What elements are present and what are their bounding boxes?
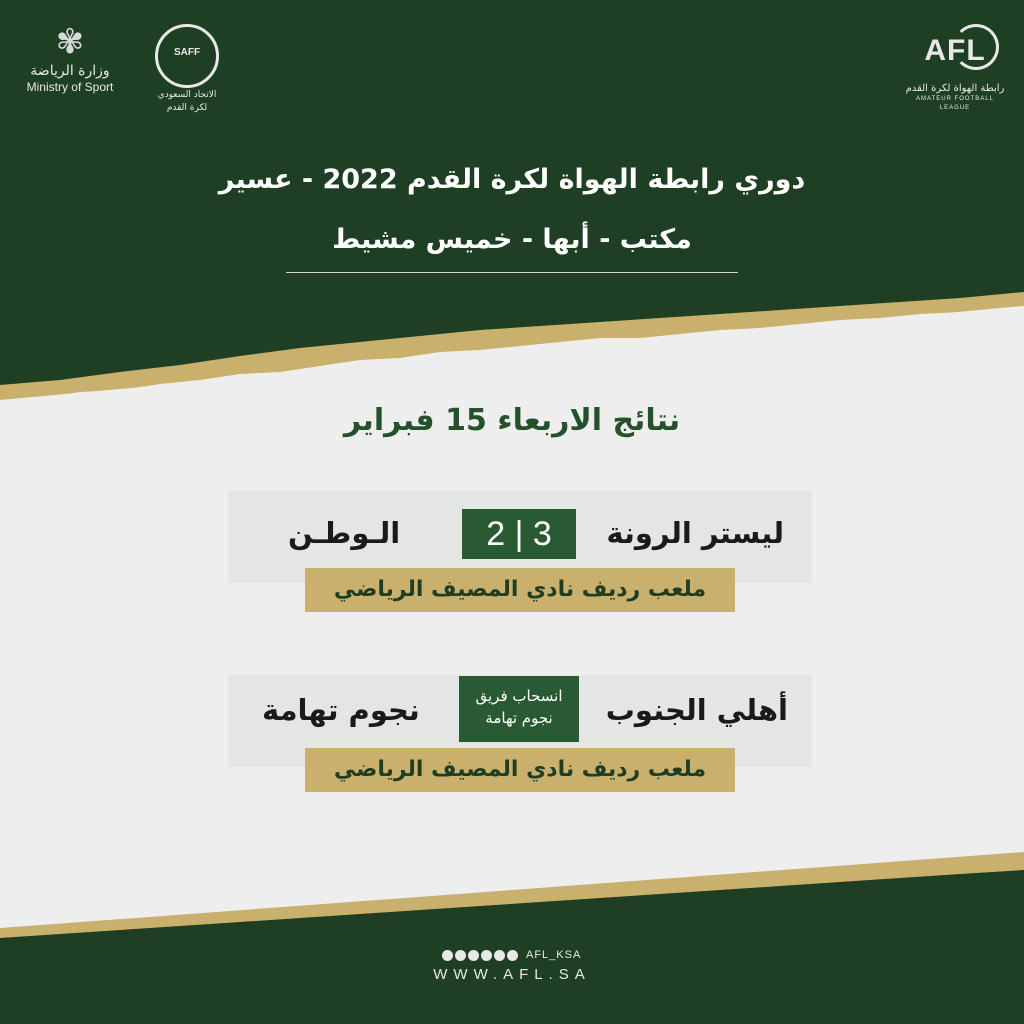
away-team: نجوم تهامة <box>262 693 420 727</box>
afl-name-en: AMATEUR FOOTBALL LEAGUE <box>916 96 994 111</box>
ministry-name-en: Ministry of Sport <box>26 80 114 94</box>
instagram-icon[interactable] <box>481 950 492 961</box>
afl-name-ar: رابطة الهواة لكرة القدم <box>905 83 1005 94</box>
facebook-icon[interactable] <box>507 950 518 961</box>
paper-body-lower <box>0 306 1024 928</box>
website-link[interactable]: WWW.AFL.SA <box>433 966 591 983</box>
social-handle[interactable]: AFL_KSA <box>526 949 582 961</box>
saff-name-line2: لكرة القدم <box>166 103 208 113</box>
ministry-name-ar: وزارة الرياضة <box>30 63 110 79</box>
saff-name-line1: الاتحاد السعودي <box>157 90 217 100</box>
match-note <box>459 676 579 742</box>
match-note-line2: نجوم تهامة <box>485 709 553 727</box>
home-team: أهلي الجنوب <box>605 693 788 727</box>
results-title: نتائج الاربعاء 15 فبراير <box>343 403 681 438</box>
saff-emblem-icon <box>155 24 219 88</box>
saff-mark: SAFF <box>173 47 201 58</box>
match-note-line1: انسحاب فريق <box>475 687 563 705</box>
snapchat-icon[interactable] <box>455 950 466 961</box>
league-title: دوري رابطة الهواة لكرة القدم 2022 - عسير <box>218 164 806 195</box>
saff-logo <box>146 24 228 112</box>
palm-emblem-icon: ✾ <box>55 22 85 62</box>
tiktok-icon[interactable] <box>442 950 453 961</box>
match-score: 3 | 2 <box>462 509 576 559</box>
afl-mark-text: AFL <box>924 34 986 67</box>
social-links <box>442 945 582 965</box>
ministry-of-sport-logo <box>18 22 122 112</box>
home-team: ليستر الرونة <box>606 516 784 550</box>
league-subtitle: مكتب - أبها - خميس مشيط <box>332 224 692 255</box>
away-team: الـوطـن <box>288 516 401 550</box>
twitter-icon[interactable] <box>494 950 505 961</box>
youtube-icon[interactable] <box>468 950 479 961</box>
afl-mark <box>905 26 1005 76</box>
afl-logo <box>905 26 1005 116</box>
header-divider <box>286 272 738 273</box>
match-venue: ملعب رديف نادي المصيف الرياضي <box>305 748 735 792</box>
ball-ring-icon <box>953 24 999 70</box>
match-venue: ملعب رديف نادي المصيف الرياضي <box>305 568 735 612</box>
